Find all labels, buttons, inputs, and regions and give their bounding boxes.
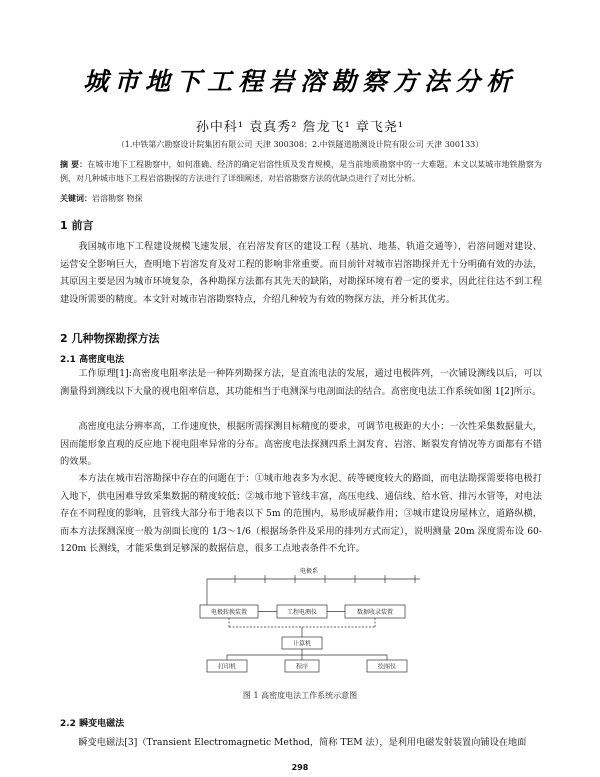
page-number: 298 [291, 763, 309, 772]
keywords-text: 岩溶勘察 物探 [92, 194, 143, 203]
section-1-heading: 1 前言 [60, 219, 94, 232]
program-label: 程序 [295, 663, 309, 671]
section-2-1-paragraph-2: 高密度电法分辨率高，工作速度快，根据所需探测目标精度的要求，可调节电极距的大小；一次性采集数据量大，因而能形象直观的反应地下视电阻率异常的分布。高密度电法探测四系土洞发育、岩溶、断裂发育情况等方面都有不错的效果。 [60, 421, 542, 467]
figure-1-diagram [195, 565, 425, 673]
section-2-2-paragraph-1: 瞬变电磁法[3]（Transient Electromagnetic Method，简称 TEM 法），是利用电磁发射装置向铺设在地面 [78, 737, 527, 748]
section-1-paragraph: 我国城市地下工程建设规模飞速发展，在岩溶发育区的建设工程（基坑、地基、轨道交通等），岩溶问题对建设、运营安全影响巨大，查明地下岩溶发育及对工程的影响非常重要。而目前针对城市岩溶勘探并无十分明确有效的办法，其原因主要是因为城市环境复杂，各种勘探方法都有其先天的缺陷，对勘探环境有着一定的要求，因此往往达不到工程建设所需要的精度。本文针对城市岩溶勘察特点，介绍几种较为有效的物探方法，并分析其优劣。 [60, 241, 542, 305]
section-2-heading: 2 几种物探勘探方法 [60, 332, 160, 345]
section-2-1-heading: 2.1 高密度电法 [60, 355, 125, 365]
printer-label: 打印机 [217, 663, 237, 671]
figure-1-caption: 图 1 高密度电法工作系统示意图 [242, 691, 358, 700]
keywords-label: 关键词： [60, 193, 92, 203]
abstract-label: 摘 要： [60, 159, 88, 169]
cable-label: 电极系 [300, 568, 319, 575]
keywords [60, 193, 542, 204]
section-2-1-paragraph-3: 本方法在城市岩溶勘探中存在的问题在于：①城市地表多为水泥、砖等硬度较大的路面，而电法勘探需要将电极打入地下，供电困难导致采集数据的精度较低；②城市地下管线丰富，高压电线、通信线、给水管、排污水管等，对电法存在不同程度的影响，且管线大部分布于地表以下 5m 的范围内，易形成屏蔽作用；③城市建设房屋林立，道路纵横，而本方法探测深度一般为剖面长度的 1/3～1/6（根据场条件及采用的排列方式而定），说明测量 20m 深度需布设 60-120m 长测线，才能采集到足够深的数据信息，很多工点地表条件不允许。 [60, 473, 542, 554]
computer-label: 计算机 [292, 640, 312, 648]
plotter-label: 绘图仪 [377, 663, 397, 671]
paper-title: 城市地下工程岩溶勘察方法分析 [82, 67, 517, 96]
abstract [60, 157, 542, 186]
abstract-text: 在城市地下工程勘察中，如何准确、经济的确定岩溶性质及发育规模，是当前地质勘察中的一大难题。本文以某城市地铁勘察为例，对几种城市地下工程岩溶勘探的方法进行了详细阐述，对岩溶勘察方法的优缺点进行了对比分析。 [60, 160, 542, 183]
acquisition-label: 数据收录装置 [356, 609, 394, 616]
section-2-1-paragraph-1: 工作原理[1]:高密度电阻率法是一种阵列勘探方法，是直流电法的发展，通过电极阵列，一次铺设测线以后，可以测量得到测线以下大量的视电阻率信息，其功能相当于电测深与电剖面法的结合。高密度电法工作系统如图 1[2]所示。 [60, 368, 542, 397]
section-2-2-heading: 2.2 瞬变电磁法 [60, 719, 125, 729]
switch-label: 电极转换装置 [210, 609, 248, 616]
author-list: 孙中科¹ 袁真秀² 詹龙飞¹ 章飞尧¹ [195, 120, 405, 135]
instrument-label: 工程电测仪 [286, 609, 318, 616]
author-affiliations: （1.中铁第六勘察设计院集团有限公司 天津 300308；2.中铁隧道勘测设计院有限公司 天津 300133） [116, 140, 484, 149]
